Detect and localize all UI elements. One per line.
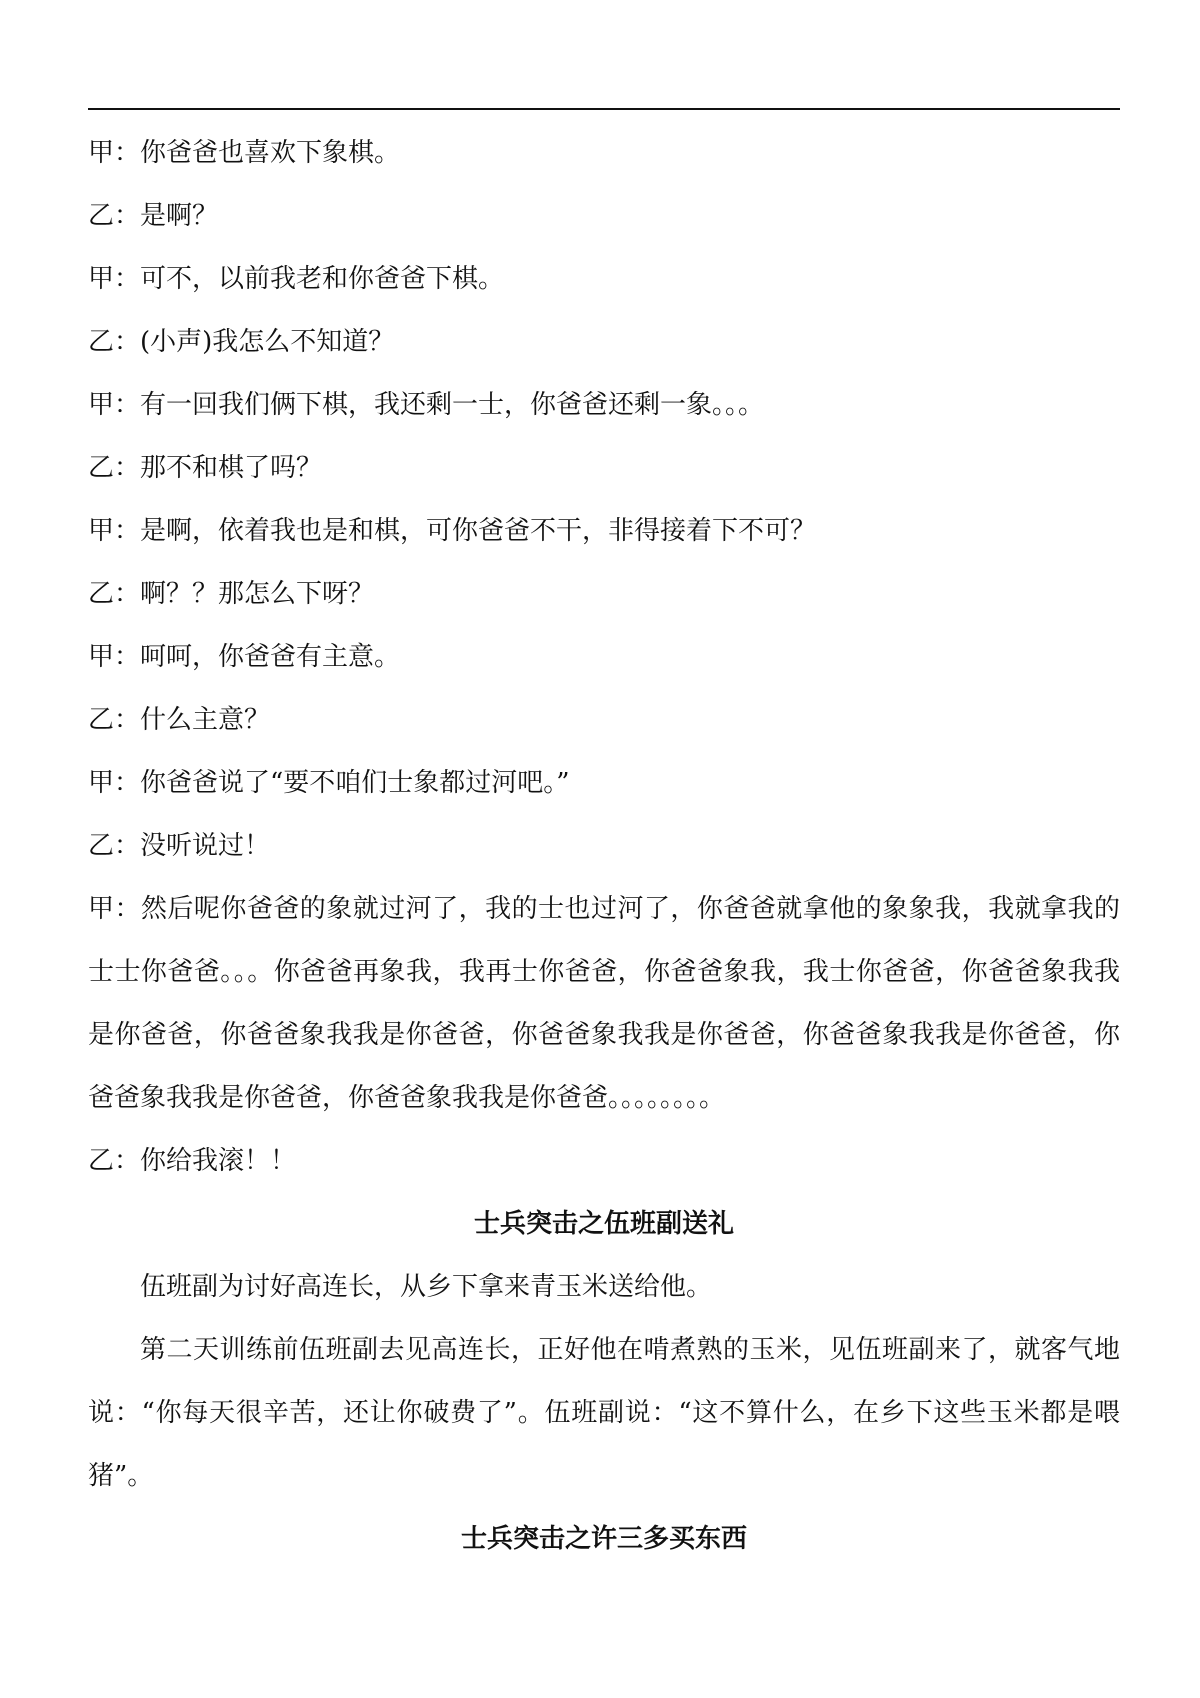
dialogue-line-8: 乙：啊？？那怎么下呀？ [88, 579, 375, 609]
dialogue-line-10: 乙：什么主意？ [88, 705, 271, 735]
story2-title: 士兵突击之许三多买东西 [460, 1524, 747, 1554]
dialogue-line-7: 甲：是啊，依着我也是和棋，可你爸爸不干，非得接着下不可？ [88, 516, 817, 546]
story1-title: 士兵突击之伍班副送礼 [473, 1209, 734, 1239]
document-body [88, 122, 1120, 1571]
dialogue-line-12: 乙：没听说过！ [88, 831, 271, 861]
dialogue-closing-line: 乙：你给我滚！！ [88, 1146, 297, 1176]
dialogue-line-9: 甲：呵呵，你爸爸有主意。 [88, 642, 401, 672]
story1-paragraph-2: 第二天训练前伍班副去见高连长，正好他在啃煮熟的玉米，见伍班副来了，就客气地说：“你每天很辛苦，还让你破费了”。伍班副说：“这不算什么，在乡下这些玉米都是喂猪”。 [88, 1335, 1120, 1491]
dialogue-line-2: 乙：是啊？ [88, 201, 219, 231]
dialogue-long-turn: 甲：然后呢你爸爸的象就过河了，我的士也过河了，你爸爸就拿他的象象我，我就拿我的士士你爸爸。。。你爸爸再象我，我再士你爸爸，你爸爸象我，我士你爸爸，你爸爸象我我是你爸爸，你爸爸象我我是你爸爸，你爸爸象我我是你爸爸，你爸爸象我我是你爸爸，你爸爸象我我是你爸爸，你爸爸象我我是你爸爸。。。。。。。。 [88, 894, 1120, 1113]
story1-paragraph-1: 伍班副为讨好高连长，从乡下拿来青玉米送给他。 [140, 1272, 713, 1302]
header-rule [88, 108, 1120, 110]
dialogue-line-11: 甲：你爸爸说了“要不咱们士象都过河吧。” [88, 768, 570, 798]
dialogue-line-1: 甲：你爸爸也喜欢下象棋。 [88, 138, 401, 168]
dialogue-line-5: 甲：有一回我们俩下棋，我还剩一士，你爸爸还剩一象。。。 [88, 390, 765, 420]
dialogue-line-6: 乙：那不和棋了吗？ [88, 453, 323, 483]
dialogue-line-3: 甲：可不，以前我老和你爸爸下棋。 [88, 264, 505, 294]
dialogue-line-4: 乙：(小声)我怎么不知道？ [88, 327, 395, 357]
